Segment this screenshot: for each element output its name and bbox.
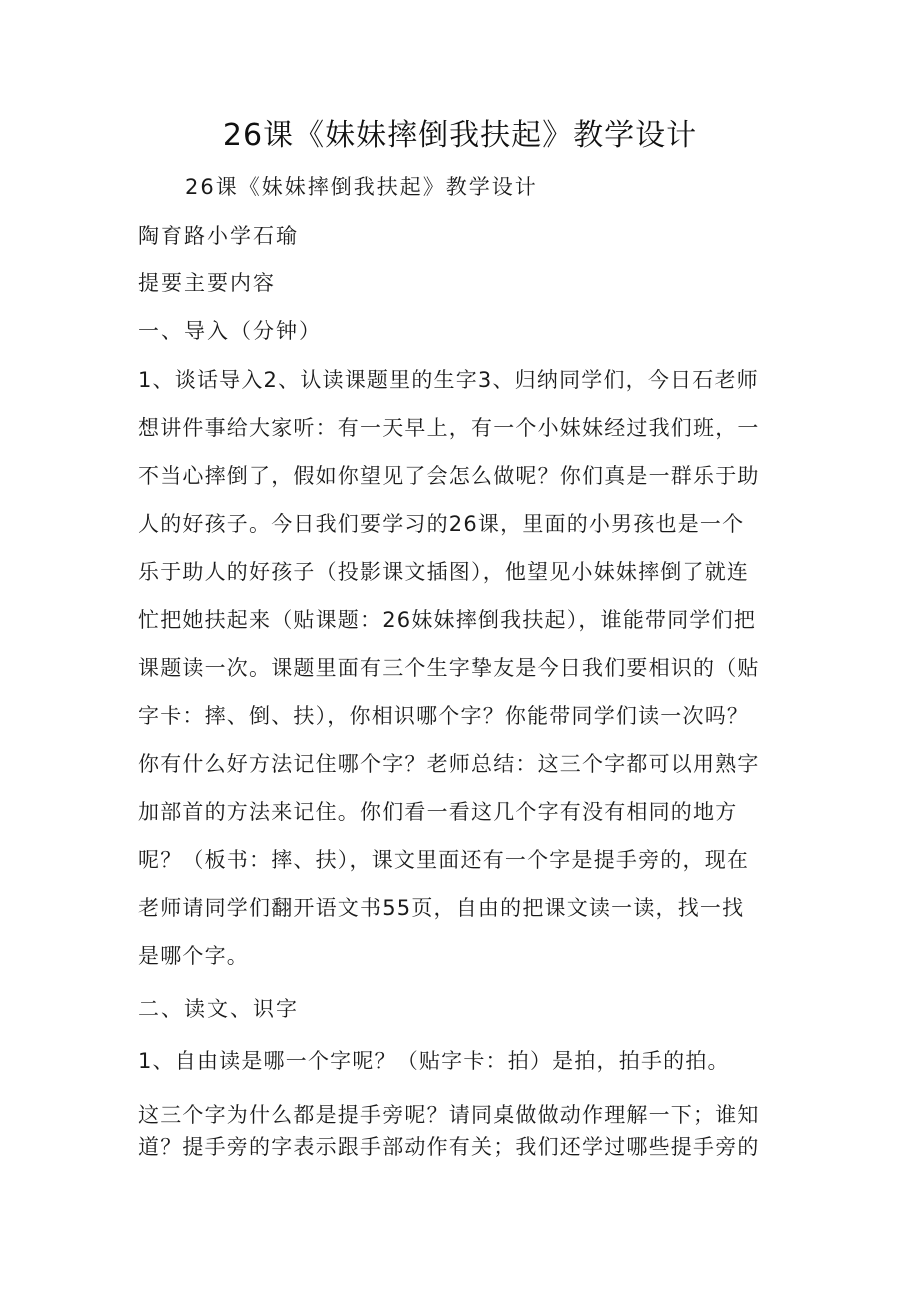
paragraph-line: 1、自由读是哪一个字呢？（贴字卡：拍）是拍，拍手的拍。 bbox=[138, 1049, 730, 1073]
paragraph-line: 不当心摔倒了，假如你望见了会怎么做呢？你们真是一群乐于助 bbox=[138, 464, 760, 488]
paragraph-line: 课题读一次。课题里面有三个生字挚友是今日我们要相识的（贴 bbox=[138, 656, 760, 680]
paragraph-line: 道？提手旁的字表示跟手部动作有关；我们还学过哪些提手旁的 bbox=[138, 1135, 760, 1159]
paragraph-line: 1、谈话导入2、认读课题里的生字3、归纳同学们，今日石老师 bbox=[138, 368, 759, 392]
author-line: 陶育路小学石瑜 bbox=[138, 224, 299, 248]
paragraph-line: 想讲件事给大家听：有一天早上，有一个小妹妹经过我们班，一 bbox=[138, 416, 760, 440]
paragraph-line: 呢？（板书：摔、扶），课文里面还有一个字是提手旁的，现在 bbox=[138, 848, 750, 872]
document-subtitle: 26课《妹妹摔倒我扶起》教学设计 bbox=[185, 175, 538, 199]
paragraph-line: 你有什么好方法记住哪个字？老师总结：这三个字都可以用熟字 bbox=[138, 752, 760, 776]
paragraph-line: 字卡：摔、倒、扶），你相识哪个字？你能带同学们读一次吗？ bbox=[138, 704, 750, 728]
paragraph-line: 加部首的方法来记住。你们看一看这几个字有没有相同的地方 bbox=[138, 800, 738, 824]
outline-label: 提要主要内容 bbox=[138, 271, 276, 295]
paragraph-line: 乐于助人的好孩子（投影课文插图），他望见小妹妹摔倒了就连 bbox=[138, 560, 750, 584]
section2-heading: 二、读文、识字 bbox=[138, 997, 299, 1021]
document-title: 26课《妹妹摔倒我扶起》教学设计 bbox=[222, 118, 698, 153]
section1-heading: 一、导入（分钟） bbox=[138, 319, 322, 343]
paragraph-line: 这三个字为什么都是提手旁呢？请同桌做做动作理解一下；谁知 bbox=[138, 1103, 760, 1127]
paragraph-line: 人的好孩子。今日我们要学习的26课，里面的小男孩也是一个 bbox=[138, 512, 745, 536]
paragraph-line: 忙把她扶起来（贴课题：26妹妹摔倒我扶起），谁能带同学们把 bbox=[138, 608, 757, 632]
paragraph-line: 老师请同学们翻开语文书55页，自由的把课文读一读，找一找 bbox=[138, 896, 745, 920]
paragraph-line: 是哪个字。 bbox=[138, 944, 249, 968]
